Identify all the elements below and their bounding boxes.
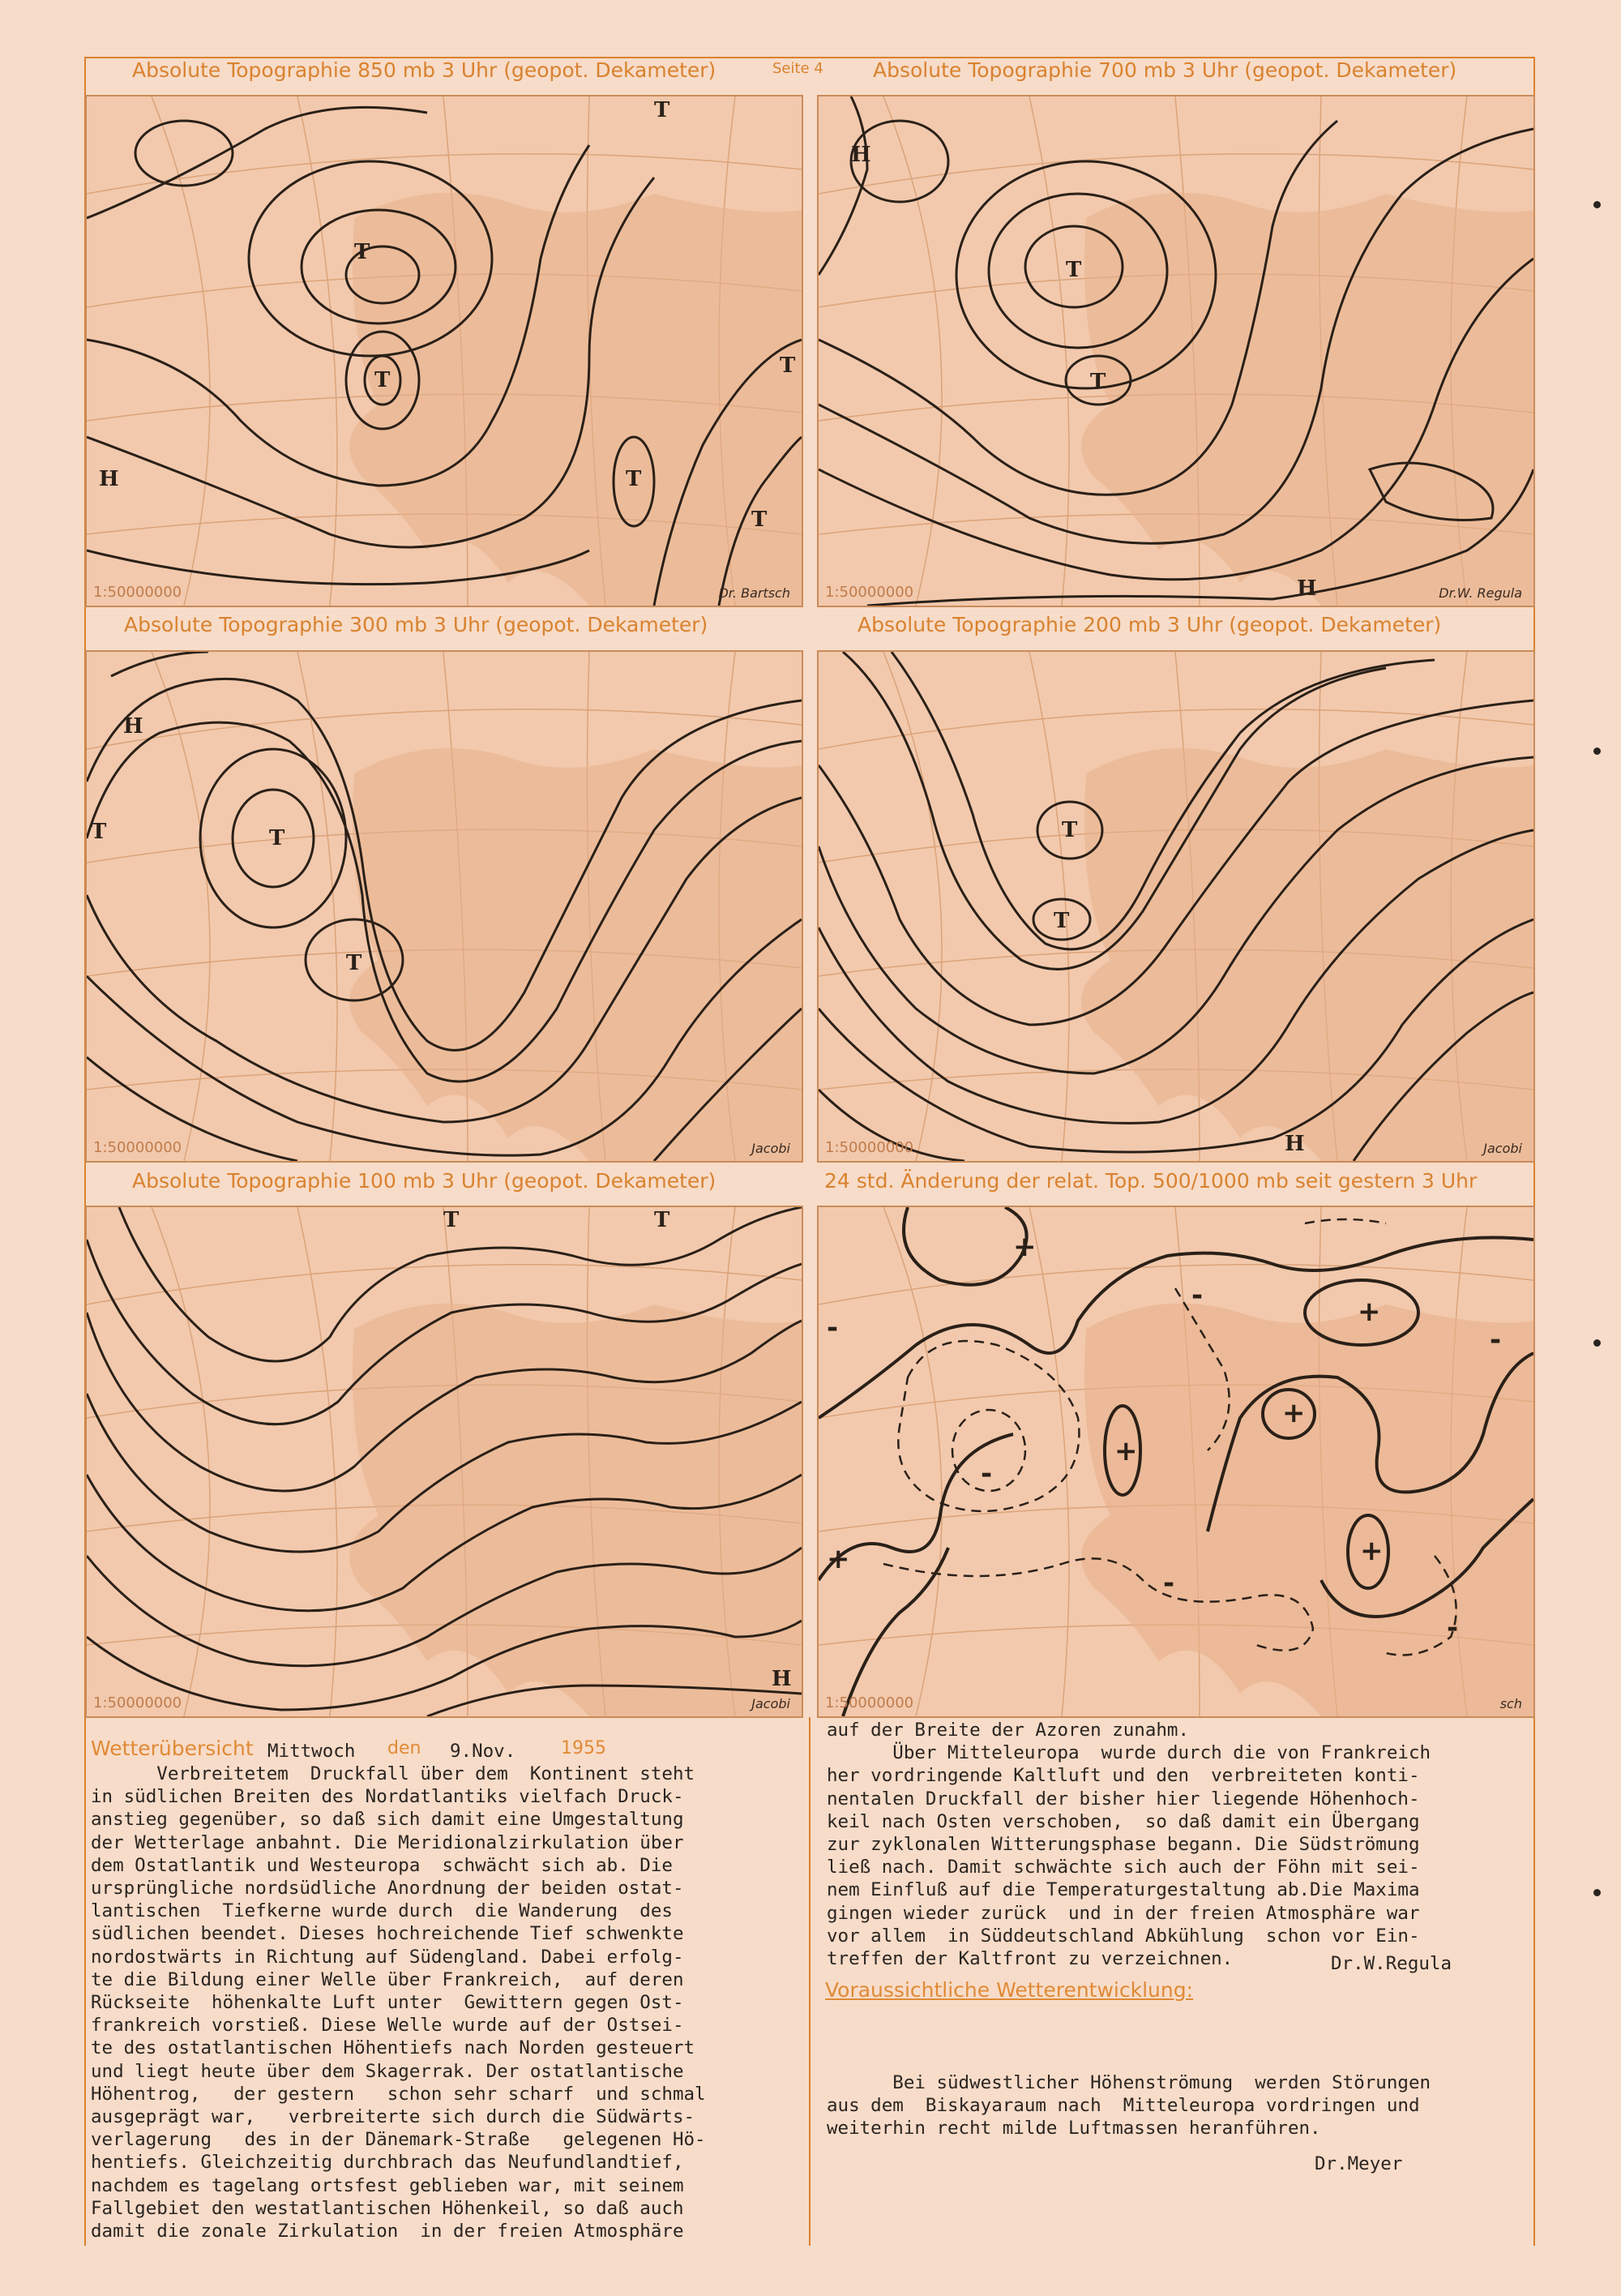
text-line: Bei südwestlicher Höhenströmung werden Störungen	[827, 2072, 1431, 2093]
text-line: Höhentrog, der gestern schon sehr scharf und schmal	[91, 2083, 706, 2105]
text-line: nachdem es tagelang ortsfest geblieben war, mit seinem	[91, 2174, 684, 2196]
text-line: te des ostatlantischen Höhentiefs nach Norden gesteuert	[91, 2037, 695, 2059]
low-center-marker: T	[654, 98, 670, 122]
low-center-marker: T	[269, 826, 285, 850]
forecast-signature: Dr.Meyer	[1315, 2153, 1403, 2174]
text-line: der Wetterlage anbahnt. Die Meridionalzirkulation über	[91, 1831, 684, 1853]
low-center-marker: T	[374, 368, 391, 392]
text-line: südlichen beendet. Dieses hochreichende Tief schwenkte	[91, 1923, 684, 1945]
text-line: gingen wieder zurück und in der freien Atmosphäre war	[827, 1902, 1420, 1924]
text-line: verlagerung des in der Dänemark-Straße gelegenen Hö-	[91, 2129, 706, 2151]
change-plus-marker: +	[1360, 1535, 1384, 1567]
map-author: Jacobi	[751, 1696, 790, 1711]
map-author: Dr. Bartsch	[718, 585, 790, 601]
map-700mb-contours	[819, 96, 1533, 606]
text-line: damit die zonale Zirkulation in der freien Atmosphäre	[91, 2221, 684, 2242]
map-850mb	[85, 95, 803, 607]
text-line: anstieg gegenüber, so daß sich damit eine Umgestaltung	[91, 1809, 684, 1831]
low-center-marker: T	[1054, 909, 1070, 933]
map-author: Jacobi	[1483, 1141, 1522, 1156]
change-minus-marker: -	[827, 1312, 839, 1344]
change-plus-marker: +	[1282, 1397, 1306, 1429]
weather-summary-heading: Wetterübersicht	[91, 1737, 254, 1760]
low-center-marker: T	[751, 508, 768, 532]
binder-hole	[1593, 201, 1601, 208]
text-line: ursprüngliche nordsüdliche Anordnung der beiden ostat-	[91, 1878, 684, 1899]
low-center-marker: T	[443, 1208, 460, 1232]
text-line: vor allem in Süddeutschland Abkühlung schon vor Ein-	[827, 1925, 1420, 1947]
change-minus-marker: -	[981, 1458, 993, 1490]
map-300mb	[85, 650, 803, 1163]
text-line: her vordringende Kaltluft und den verbreiteten konti-	[827, 1765, 1420, 1787]
map-850mb-contours	[87, 96, 802, 606]
forecast-heading: Voraussichtliche Wetterentwicklung:	[825, 1978, 1194, 2002]
text-line: auf der Breite der Azoren zunahm.	[827, 1720, 1190, 1741]
change-minus-marker: -	[1191, 1279, 1204, 1312]
high-center-marker: H	[1285, 1132, 1305, 1156]
text-line: keil nach Osten verschoben, so daß damit ein Übergang	[827, 1810, 1420, 1832]
binder-hole	[1593, 1339, 1601, 1347]
low-center-marker: T	[780, 353, 796, 378]
text-line: zur zyklonalen Witterungsphase begann. Die Südströmung	[827, 1834, 1420, 1855]
map-author: Jacobi	[751, 1141, 790, 1156]
text-line: nentalen Druckfall der bisher hier liegende Höhenhoch-	[827, 1788, 1420, 1810]
frame-mid-rule	[809, 1717, 810, 2246]
text-line: weiterhin recht milde Luftmassen heranführen.	[827, 2118, 1321, 2140]
map-thickness-change	[817, 1206, 1535, 1718]
high-center-marker: H	[772, 1667, 792, 1691]
map-100mb-contours	[87, 1207, 802, 1716]
text-line: Fallgebiet den westatlantischen Höhenkeil, so daß auch	[91, 2197, 684, 2219]
text-line: in südlichen Breiten des Nordatlantiks vielfach Druck-	[91, 1786, 684, 1808]
low-center-marker: T	[626, 467, 642, 491]
page-number: Seite 4	[772, 60, 823, 77]
low-center-marker: T	[1062, 818, 1078, 842]
low-center-marker: T	[654, 1208, 670, 1232]
map-title-200: Absolute Topographie 200 mb 3 Uhr (geopot. Dekameter)	[858, 613, 1442, 636]
map-title-300: Absolute Topographie 300 mb 3 Uhr (geopot. Dekameter)	[124, 613, 708, 636]
map-title-thickness-change: 24 std. Änderung der relat. Top. 500/1000 mb seit gestern 3 Uhr	[824, 1169, 1478, 1193]
map-100mb	[85, 1206, 803, 1718]
map-scale: 1:50000000	[93, 1694, 182, 1711]
change-minus-marker: -	[1163, 1567, 1175, 1600]
text-line: frankreich vorstieß. Diese Welle wurde auf der Ostsei-	[91, 2015, 684, 2037]
map-scale: 1:50000000	[825, 584, 914, 601]
weather-summary-day: Mittwoch	[267, 1741, 356, 1762]
low-center-marker: T	[1090, 370, 1106, 394]
map-scale: 1:50000000	[825, 1139, 914, 1156]
high-center-marker: H	[123, 714, 143, 739]
map-title-100: Absolute Topographie 100 mb 3 Uhr (geopot. Dekameter)	[132, 1169, 716, 1193]
change-plus-marker: +	[1013, 1231, 1037, 1263]
low-center-marker: T	[354, 240, 370, 264]
map-300mb-contours	[87, 652, 802, 1161]
map-title-700: Absolute Topographie 700 mb 3 Uhr (geopot. Dekameter)	[873, 58, 1457, 82]
map-scale: 1:50000000	[825, 1694, 914, 1711]
text-line: aus dem Biskayaraum nach Mitteleuropa vordringen und	[827, 2095, 1420, 2117]
text-line: lantischen Tiefkerne wurde durch die Wanderung des	[91, 1900, 673, 1922]
weather-summary-den-label: den	[387, 1738, 421, 1758]
change-plus-marker: +	[1358, 1296, 1381, 1328]
high-center-marker: H	[851, 143, 871, 167]
map-author: Dr.W. Regula	[1439, 585, 1522, 601]
text-line: ausgeprägt war, verbreiterte sich durch die Südwärts-	[91, 2106, 695, 2127]
map-author: sch	[1499, 1696, 1522, 1711]
map-scale: 1:50000000	[93, 584, 182, 601]
text-line: Verbreitetem Druckfall über dem Kontinent steht	[91, 1763, 695, 1784]
map-700mb	[817, 95, 1535, 607]
map-title-850: Absolute Topographie 850 mb 3 Uhr (geopot. Dekameter)	[132, 58, 716, 82]
low-center-marker: T	[91, 820, 107, 844]
text-line: ließ nach. Damit schwächte sich auch der Föhn mit sei-	[827, 1857, 1420, 1878]
change-plus-marker: +	[1114, 1435, 1138, 1467]
text-line: nem Einfluß auf die Temperaturgestaltung ab.Die Maxima	[827, 1879, 1420, 1901]
map-200mb-contours	[819, 652, 1533, 1161]
text-line: und liegt heute über dem Skagerrak. Der ostatlantische	[91, 2060, 684, 2082]
text-line: Rückseite höhenkalte Luft unter Gewittern gegen Ost-	[91, 1992, 684, 2013]
weather-summary-date: 9.Nov.	[450, 1741, 516, 1762]
change-minus-marker: -	[1447, 1612, 1459, 1644]
high-center-marker: H	[1297, 576, 1317, 601]
text-line: te die Bildung einer Welle über Frankreich, auf deren	[91, 1968, 684, 1990]
change-plus-marker: +	[827, 1543, 850, 1575]
low-center-marker: T	[1066, 258, 1082, 282]
high-center-marker: H	[99, 467, 119, 491]
binder-hole	[1593, 1889, 1601, 1896]
text-line: Über Mitteleuropa wurde durch die von Frankreich	[827, 1742, 1431, 1764]
text-line: nordostwärts in Richtung auf Südengland. Dabei erfolg-	[91, 1946, 684, 1968]
map-thickness-change-isallohypses	[819, 1207, 1533, 1716]
change-minus-marker: -	[1490, 1324, 1502, 1356]
low-center-marker: T	[346, 951, 362, 975]
text-line: dem Ostatlantik und Westeuropa schwächt sich ab. Die	[91, 1854, 673, 1876]
map-scale: 1:50000000	[93, 1139, 182, 1156]
text-line: hentiefs. Gleichzeitig durchbrach das Neufundlandtief,	[91, 2152, 684, 2174]
map-200mb	[817, 650, 1535, 1163]
weather-summary-year: 1955	[561, 1738, 606, 1758]
weather-summary-signature: Dr.W.Regula	[1331, 1953, 1452, 1974]
text-line: treffen der Kaltfront zu verzeichnen.	[827, 1948, 1234, 1969]
binder-hole	[1593, 747, 1601, 755]
